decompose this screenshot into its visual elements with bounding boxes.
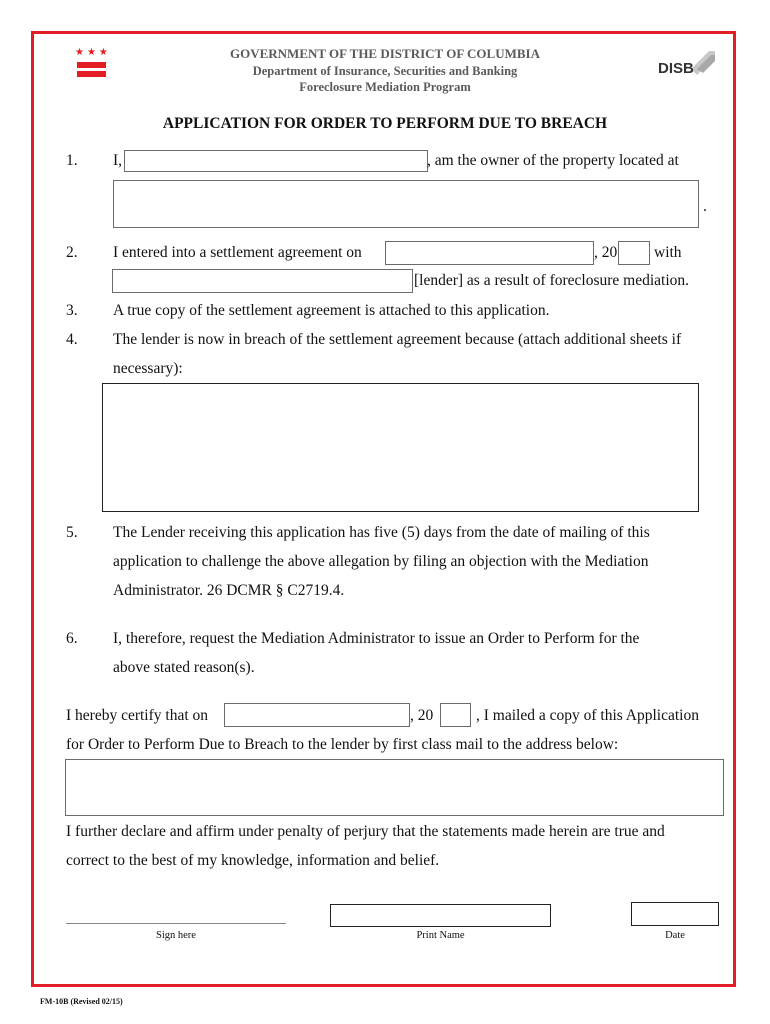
print-name-input[interactable]	[330, 904, 551, 927]
declaration-line-2: correct to the best of my knowledge, information and belief.	[66, 852, 440, 869]
item-2-year-prefix: , 20	[594, 244, 618, 261]
lender-address-textarea[interactable]	[65, 759, 724, 816]
item-5-line-1: The Lender receiving this application has five (5) days from the date of mailing of this	[113, 524, 650, 541]
property-address-input[interactable]	[113, 180, 699, 228]
item-1-number: 1.	[66, 152, 78, 169]
disb-logo	[657, 49, 717, 79]
page-title: APPLICATION FOR ORDER TO PERFORM DUE TO BREACH	[162, 115, 608, 132]
mailing-date-input[interactable]	[224, 703, 410, 727]
owner-name-input[interactable]	[124, 150, 428, 172]
form-id: FM-10B (Revised 02/15)	[40, 997, 123, 1006]
header-department: Department of Insurance, Securities and Banking	[252, 64, 518, 78]
item-2-text: I entered into a settlement agreement on	[113, 244, 362, 261]
certify-prefix: I hereby certify that on	[66, 707, 209, 724]
item-3-text: A true copy of the settlement agreement is attached to this application.	[113, 302, 550, 319]
item-2-number: 2.	[66, 244, 78, 261]
item-2-with: with	[654, 244, 682, 261]
print-name-label: Print Name	[416, 930, 465, 941]
settlement-year-input[interactable]	[618, 241, 650, 265]
item-4-number: 4.	[66, 331, 78, 348]
lender-name-input[interactable]	[112, 269, 413, 293]
item-3-number: 3.	[66, 302, 78, 319]
item-5-number: 5.	[66, 524, 78, 541]
item-4-line-1: The lender is now in breach of the settlement agreement because (attach additional sheets if	[113, 331, 682, 348]
settlement-date-input[interactable]	[385, 241, 594, 265]
item-4-line-2: necessary):	[113, 360, 183, 377]
sign-here-label: Sign here	[156, 930, 196, 941]
declaration-line-1: I further declare and affirm under penalty of perjury that the statements made herein are true and	[66, 823, 665, 840]
date-label: Date	[665, 930, 685, 941]
certify-year-prefix: , 20	[410, 707, 434, 724]
item-6-line-1: I, therefore, request the Mediation Administrator to issue an Order to Perform for the	[113, 630, 640, 647]
header-government: GOVERNMENT OF THE DISTRICT OF COLUMBIA	[229, 46, 540, 61]
mailing-year-input[interactable]	[440, 703, 471, 727]
item-1-text: , am the owner of the property located at	[427, 152, 679, 169]
item-1-period: .	[703, 198, 707, 215]
signature-date-input[interactable]	[631, 902, 719, 926]
item-5-line-2: application to challenge the above allegation by filing an objection with the Mediation	[113, 553, 649, 570]
dc-flag-stars-icon: ★★★	[75, 47, 111, 58]
item-6-line-2: above stated reason(s).	[113, 659, 255, 676]
breach-reason-textarea[interactable]	[102, 383, 699, 512]
certify-line-2: for Order to Perform Due to Breach to the lender by first class mail to the address below:	[66, 736, 619, 753]
certify-suffix: , I mailed a copy of this Application	[476, 707, 699, 724]
item-1-prefix: I,	[113, 152, 123, 169]
header-program: Foreclosure Mediation Program	[299, 80, 471, 94]
item-6-number: 6.	[66, 630, 78, 647]
item-5-line-3: Administrator. 26 DCMR § C2719.4.	[113, 582, 345, 599]
disb-logo-text: DISB	[658, 60, 694, 77]
item-2-lender-text: [lender] as a result of foreclosure mediation.	[414, 272, 690, 289]
signature-line[interactable]	[66, 923, 286, 924]
